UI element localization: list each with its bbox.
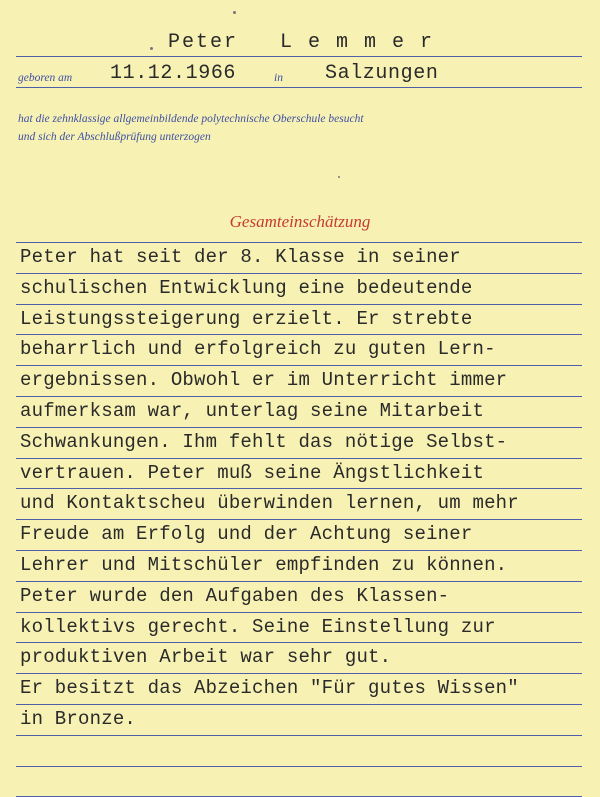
ruled-line <box>16 273 582 274</box>
ruled-line <box>16 673 582 674</box>
assessment-line: Freude am Erfolg und der Achtung seiner <box>20 523 473 546</box>
paper-mark <box>338 176 340 178</box>
ruled-line <box>16 334 582 335</box>
ruled-line <box>16 242 582 243</box>
intro-line-1: hat die zehnklassige allgemeinbildende polytechnische Oberschule besucht <box>18 113 364 125</box>
student-name: Peter L e m m e r <box>168 31 435 54</box>
assessment-line: Schwankungen. Ihm fehlt das nötige Selbst- <box>20 430 508 453</box>
birth-rule <box>16 87 582 88</box>
ruled-line <box>16 304 582 305</box>
assessment-heading: Gesamteinschätzung <box>229 212 371 231</box>
assessment-line: und Kontaktscheu überwinden lernen, um mehr <box>20 492 519 515</box>
assessment-line: ergebnissen. Obwohl er im Unterricht immer <box>20 369 508 392</box>
ruled-line <box>16 488 582 489</box>
ruled-line <box>16 612 582 613</box>
name-rule <box>16 56 582 57</box>
assessment-line: kollektivs gerecht. Seine Einstellung zur <box>20 615 496 638</box>
intro-line-2: und sich der Abschlußprüfung unterzogen <box>18 131 211 143</box>
assessment-line: Er besitzt das Abzeichen "Für gutes Wissen" <box>20 677 519 700</box>
ruled-line <box>16 365 582 366</box>
paper-mark <box>150 47 153 50</box>
ruled-line <box>16 519 582 520</box>
ruled-line <box>16 427 582 428</box>
ruled-line <box>16 550 582 551</box>
assessment-line: vertrauen. Peter muß seine Ängstlichkeit <box>20 461 485 484</box>
ruled-line <box>16 704 582 705</box>
assessment-line: beharrlich und erfolgreich zu guten Lern- <box>20 338 496 361</box>
ruled-line <box>16 642 582 643</box>
paper-mark <box>233 11 236 14</box>
assessment-line: Lehrer und Mitschüler empfinden zu können. <box>20 554 508 576</box>
assessment-line: produktiven Arbeit war sehr gut. <box>20 646 392 669</box>
birthplace: Salzungen <box>325 62 439 85</box>
ruled-line <box>16 458 582 459</box>
assessment-line: Peter hat seit der 8. Klasse in seiner <box>20 246 461 268</box>
assessment-line: schulischen Entwicklung eine bedeutende <box>20 276 473 299</box>
assessment-line: Peter wurde den Aufgaben des Klassen- <box>20 584 450 607</box>
ruled-line <box>16 396 582 397</box>
born-label: geboren am <box>18 72 73 84</box>
ruled-line <box>16 735 582 736</box>
assessment-line: in Bronze. <box>20 708 137 730</box>
assessment-line: Leistungssteigerung erzielt. Er strebte <box>20 307 473 330</box>
in-label: in <box>274 72 283 84</box>
assessment-line: aufmerksam war, unterlag seine Mitarbeit <box>20 400 485 422</box>
ruled-line <box>16 766 582 767</box>
birth-date: 11.12.1966 <box>110 62 237 85</box>
ruled-line <box>16 581 582 582</box>
